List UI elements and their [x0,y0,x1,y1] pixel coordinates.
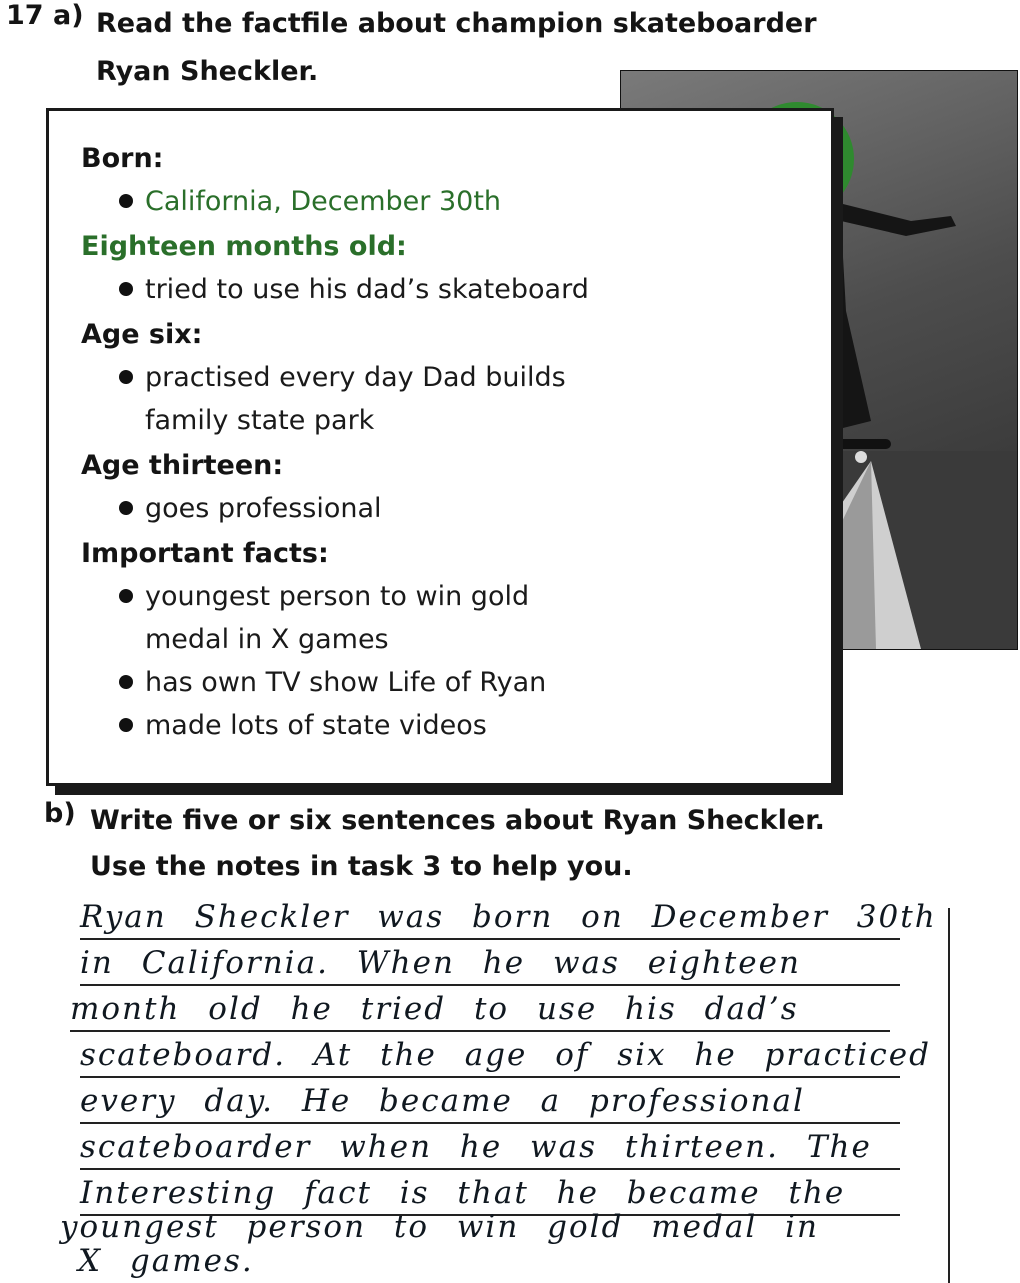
factfile-card [46,108,834,786]
bullet-icon [119,675,133,689]
fact-item [81,704,641,747]
answer-line: in California. When he was eighteen [80,942,900,986]
fact-text: goes professional [145,493,382,524]
fact-text: has own TV show Life of Ryan [145,667,547,698]
fact-label: Eighteen months old: [81,231,407,262]
fact-label: Age thirteen: [81,450,284,481]
fact-born [81,137,641,223]
bullet-icon [119,194,133,208]
fact-eighteen-months [81,225,641,311]
fact-item [81,180,641,223]
fact-label: Age six: [81,319,203,350]
fact-text: made lots of state videos [145,710,487,741]
task-a-number: 17 a) [6,0,84,31]
fact-item [81,268,641,311]
task-b-number: b) [44,798,76,829]
bullet-icon [119,589,133,603]
fact-item [81,356,605,442]
fact-age-thirteen [81,444,641,530]
answer-line: month old he tried to use his dad’s [70,988,890,1032]
bullet-icon [119,718,133,732]
fact-item [81,575,565,661]
fact-text: practised every day Dad builds family state park [145,362,566,436]
fact-text: California, December 30th [145,186,502,217]
fact-text: youngest person to win gold medal in X games [145,581,530,655]
answer-line: youngest person to win gold medal in [60,1209,819,1245]
answer-line: Ryan Sheckler was born on December 30th [80,896,900,940]
fact-label: Important facts: [81,538,329,569]
fact-age-six [81,313,641,442]
fact-label: Born: [81,143,164,174]
fact-item [81,487,641,530]
answer-line: Interesting fact is that he became the [80,1172,900,1216]
bullet-icon [119,501,133,515]
answer-line: scateboarder when he was thirteen. The [80,1126,900,1170]
fact-item [81,661,641,704]
task-b-title: Write five or six sentences about Ryan Sheckler. Use the notes in task 3 to help you. [90,805,825,882]
answer-line: every day. He became a professional [80,1080,900,1124]
bullet-icon [119,370,133,384]
margin-line [948,908,950,1283]
fact-important [81,532,641,747]
answer-line: scateboard. At the age of six he practiced [80,1034,900,1078]
task-a-title: Read the factfile about champion skateboarder Ryan Sheckler. [96,8,817,87]
answer-line: X games. [78,1243,254,1279]
fact-text: tried to use his dad’s skateboard [145,274,589,305]
bullet-icon [119,282,133,296]
